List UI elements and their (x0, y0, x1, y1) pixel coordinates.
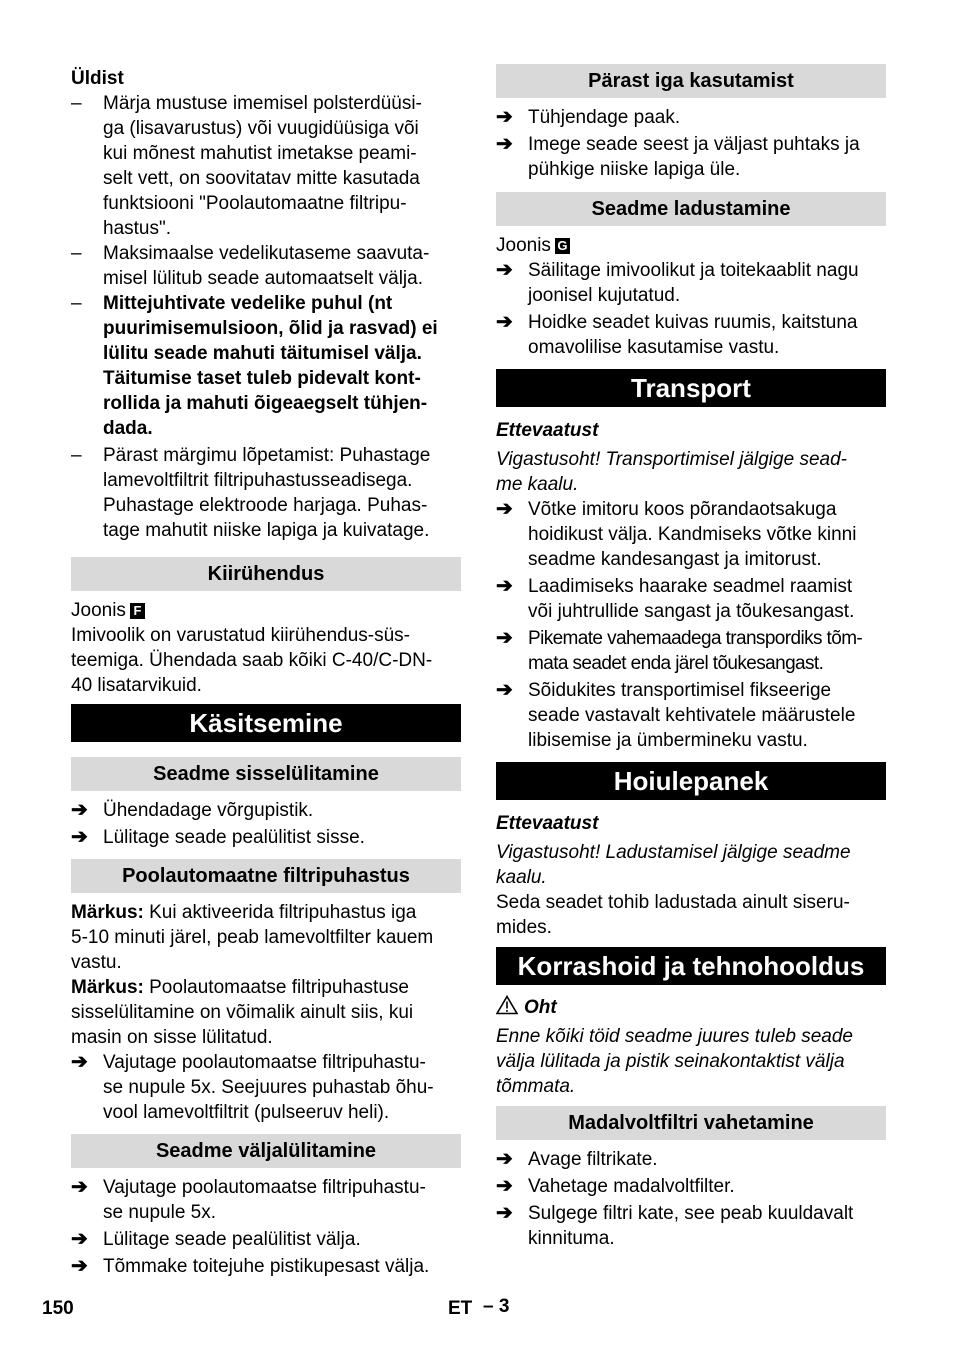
arrow-right-icon: ➔ (496, 1202, 513, 1224)
figure-label: Joonis (496, 235, 551, 256)
heading-parast: Pärast iga kasutamist (496, 64, 886, 98)
list-item-text: Vajutage poolautomaatse filtripuhastu- se nupule 5x. (103, 1177, 426, 1223)
list-item-text: Vahetage madalvoltfilter. (528, 1176, 735, 1197)
figure-ref (71, 598, 461, 623)
figure-ref (496, 233, 886, 258)
note-label: Märkus: (71, 902, 144, 923)
list-item-text: Hoidke seadet kuivas ruumis, kaitstuna omavolilise kasutamise vastu. (528, 312, 858, 358)
sub-page-number: – 3 (483, 1296, 510, 1317)
list-item (71, 241, 461, 291)
arrow-right-icon: ➔ (496, 311, 513, 333)
note-1 (71, 900, 461, 975)
heading-kiiruhendus: Kiirühendus (71, 557, 461, 591)
caution-title: Ettevaatust (496, 813, 599, 834)
heading-transport: Transport (496, 369, 886, 407)
figure-letter-badge: F (130, 603, 145, 619)
arrow-right-icon: ➔ (496, 679, 513, 701)
heading-poolautomaatne: Poolautomaatne filtripuhastus (71, 859, 461, 893)
arrow-right-icon: ➔ (496, 1175, 513, 1197)
list-item (496, 626, 886, 676)
list-item-text: Imege seade seest ja väljast puhtaks ja pühkige niiske lapiga üle. (528, 134, 860, 180)
list-item-text: Mittejuhtivate vedelike puhul (nt puurimisemulsioon, õlid ja rasvad) ei lülitu seade mahuti täitumisel välja. Täitumise taset tuleb pidevalt kont- rollida ja mahuti õigeaegselt tühjen- dada. (103, 293, 438, 439)
sisselulitamine-list (71, 798, 461, 850)
arrow-right-icon: ➔ (71, 826, 88, 848)
heading-korrashoid: Korrashoid ja tehnohooldus (496, 947, 886, 985)
note-2 (71, 975, 461, 1050)
arrow-right-icon: ➔ (496, 133, 513, 155)
list-item-text: Võtke imitoru koos põrandaotsakuga hoidikust välja. Kandmiseks võtke kinni seadme kandesangast ja imitorust. (528, 499, 857, 570)
arrow-right-icon: ➔ (496, 259, 513, 281)
list-item-text: Säilitage imivoolikut ja toitekaablit nagu joonisel kujutatud. (528, 260, 859, 306)
list-item (496, 258, 886, 308)
arrow-right-icon: ➔ (496, 106, 513, 128)
dash-marker: – (71, 93, 82, 114)
heading-hoiulepanek: Hoiulepanek (496, 762, 886, 800)
heading-ladustamine: Seadme ladustamine (496, 192, 886, 226)
arrow-right-icon: ➔ (71, 1228, 88, 1250)
list-item (496, 678, 886, 753)
danger-text: Enne kõiki töid seadme juures tuleb seade välja lülitada ja pistik seinakontaktist välja tõmmata. (496, 1026, 854, 1097)
list-item-text: Tõmmake toitejuhe pistikupesast välja. (103, 1256, 430, 1277)
general-list (71, 91, 461, 543)
arrow-right-icon: ➔ (496, 627, 513, 649)
list-item-text: Ühendadage võrgupistik. (103, 800, 314, 821)
danger-title: Oht (524, 997, 557, 1018)
figure-letter-badge: G (555, 238, 570, 254)
list-item-text: Lülitage seade pealülitist välja. (103, 1229, 361, 1250)
list-item (496, 1201, 886, 1251)
dash-marker: – (71, 243, 82, 264)
heading-sisselulitamine: Seadme sisselülitamine (71, 757, 461, 791)
caution-text: Vigastusoht! Transportimisel jälgige sead- me kaalu. (496, 449, 847, 495)
list-item-text: Märja mustuse imemisel polsterdüüsi- ga (lisavarustus) või vuugidüüsiga või kui mõnest mahutist imetakse peami- selt vett, on soovitatav mitte kasutada funktsiooni "Poolautomaatne filtripu- hastus". (103, 93, 422, 239)
arrow-right-icon: ➔ (496, 575, 513, 597)
list-item (71, 443, 461, 543)
list-item (71, 825, 461, 850)
caution-title: Ettevaatust (496, 420, 599, 441)
list-item (496, 497, 886, 572)
list-item (71, 291, 461, 441)
hoiulepanek-text: Seda seadet tohib ladustada ainult siseru- mides. (496, 892, 850, 938)
list-item (71, 1227, 461, 1252)
list-item (71, 1050, 461, 1125)
dash-marker: – (71, 293, 82, 314)
note-text: Kui aktiveerida filtripuhastus iga 5-10 minuti järel, peab lamevoltfilter kauem vastu. (71, 902, 434, 973)
caution-text: Vigastusoht! Ladustamisel jälgige seadme kaalu. (496, 842, 851, 888)
list-item (71, 1175, 461, 1225)
arrow-right-icon: ➔ (496, 1148, 513, 1170)
figure-label: Joonis (71, 600, 126, 621)
list-item-text: Sõidukites transportimisel fikseerige seade vastavalt kehtivatele määrustele libisemise ja ümbermineku vastu. (528, 680, 856, 751)
poolautomaatne-list (71, 1050, 461, 1125)
dash-marker: – (71, 445, 82, 466)
list-item-text: Pikemate vahemaadega transpordiks tõm- mata seadet enda järel tõukesangast. (528, 628, 863, 674)
heading-madalvolt: Madalvoltfiltri vahetamine (496, 1106, 886, 1140)
kiiruhendus-text: Imivoolik on varustatud kiirühendus-süs- teemiga. Ühendada saab kõiki C-40/C-DN- 40 lisatarvikuid. (71, 625, 433, 696)
list-item (496, 105, 886, 130)
list-item-text: Avage filtrikate. (528, 1149, 658, 1170)
ladustamine-list (496, 258, 886, 360)
list-item (71, 798, 461, 823)
list-item-text: Vajutage poolautomaatse filtripuhastu- se nupule 5x. Seejuures puhastab õhu- vool lamevoltfiltrit (pulseeruv heli). (103, 1052, 434, 1123)
transport-list (496, 497, 886, 753)
list-item (496, 1174, 886, 1199)
heading-valjalulitamine: Seadme väljalülitamine (71, 1134, 461, 1168)
list-item-text: Tühjendage paak. (528, 107, 681, 128)
language-code: ET (448, 1298, 473, 1319)
section-title-general: Üldist (71, 68, 124, 89)
list-item-text: Lülitage seade pealülitist sisse. (103, 827, 365, 848)
arrow-right-icon: ➔ (71, 1176, 88, 1198)
list-item (496, 1147, 886, 1172)
list-item (71, 91, 461, 241)
arrow-right-icon: ➔ (71, 1051, 88, 1073)
list-item-text: Maksimaalse vedelikutaseme saavuta- misel lülitub seade automaatselt välja. (103, 243, 430, 289)
heading-kasitsemine: Käsitsemine (71, 704, 461, 742)
valjalulitamine-list (71, 1175, 461, 1279)
list-item-text: Sulgege filtri kate, see peab kuuldavalt kinnituma. (528, 1203, 854, 1249)
parast-list (496, 105, 886, 182)
arrow-right-icon: ➔ (71, 799, 88, 821)
list-item (496, 574, 886, 624)
page-number: 150 (42, 1298, 74, 1319)
list-item (71, 1254, 461, 1279)
list-item (496, 132, 886, 182)
warning-triangle-icon (496, 995, 518, 1015)
list-item-text: Laadimiseks haarake seadmel raamist või juhtrullide sangast ja tõukesangast. (528, 576, 855, 622)
madalvolt-list (496, 1147, 886, 1251)
list-item (496, 310, 886, 360)
arrow-right-icon: ➔ (71, 1255, 88, 1277)
arrow-right-icon: ➔ (496, 498, 513, 520)
list-item-text: Pärast märgimu lõpetamist: Puhastage lamevoltfiltrit filtripuhastusseadisega. Puhastage elektroode harjaga. Puhas- tage mahutit niiske lapiga ja kuivatage. (103, 445, 431, 541)
danger-title-row (496, 995, 886, 1020)
note-label: Märkus: (71, 977, 144, 998)
note-text: Poolautomaatse filtripuhastuse sisselülitamine on võimalik ainult siis, kui masin on sisse lülitatud. (71, 977, 414, 1048)
